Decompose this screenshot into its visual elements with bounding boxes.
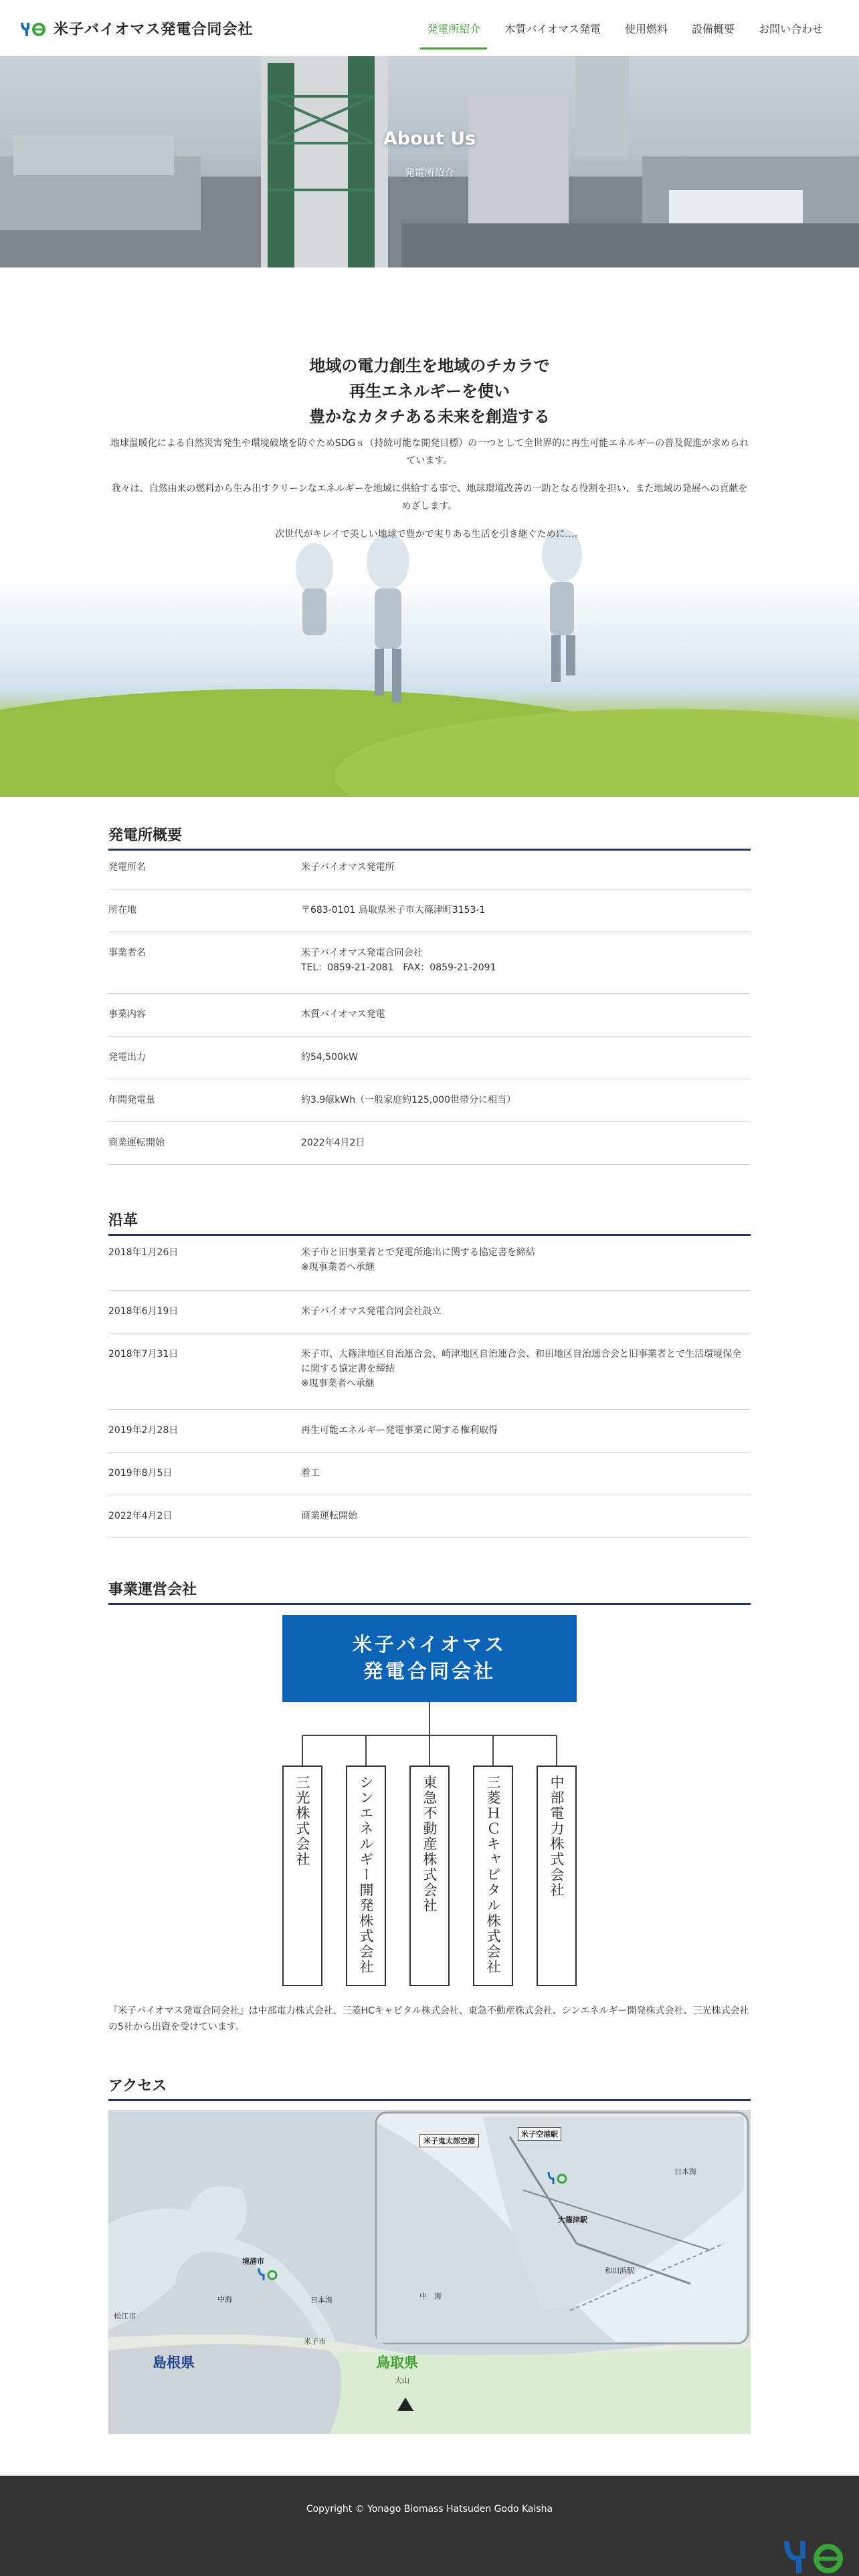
hero-subtitle: 発電所紹介 xyxy=(404,167,455,179)
map-label-sakaiminato: 境港市 xyxy=(242,2257,264,2266)
access-title: アクセス xyxy=(108,2074,751,2101)
row-value: 米子市と旧事業者とで発電所進出に関する協定書を締結 ※現事業者へ承継 xyxy=(301,1247,535,1273)
history-title: 沿革 xyxy=(108,1209,751,1236)
site-header xyxy=(0,0,859,56)
org-company-name: 東急不動産株式会社 xyxy=(421,1775,438,1913)
map-label-sea-main: 日本海 xyxy=(310,2296,332,2304)
nav-item-equipment[interactable]: 設備概要 xyxy=(691,22,735,35)
hero-title: About Us xyxy=(383,128,476,149)
row-label: 2019年2月28日 xyxy=(108,1425,179,1436)
row-label: 商業運転開始 xyxy=(108,1138,165,1148)
map-label-nakaumi-inset: 中 海 xyxy=(419,2292,442,2300)
overview-table xyxy=(108,855,751,1165)
org-company-name: 三光株式会社 xyxy=(294,1775,310,1867)
row-value: 米子市、大篠津地区自治連合会、崎津地区自治連合会、和田地区自治連合会と旧事業者とで生活環境保全に関する協定書を締結 ※現事業者へ承継 xyxy=(301,1349,741,1389)
logo-text: 米子バイオマス発電合同会社 xyxy=(54,21,254,38)
map-label-shimane: 島根県 xyxy=(153,2355,195,2371)
map-label-sea-north: 日本海 xyxy=(674,2167,696,2176)
map-label-airport-station: 米子空港駅 xyxy=(518,2127,561,2141)
table-row xyxy=(108,994,751,1037)
map-label-daisen: 大山 xyxy=(395,2376,409,2385)
row-value: 米子バイオマス発電合同会社 TEL：0859-21-2081 FAX：0859-21-2091 xyxy=(301,948,496,973)
table-row xyxy=(108,1122,751,1165)
map-label-yonago: 米子市 xyxy=(304,2337,326,2346)
row-label: 2018年6月19日 xyxy=(108,1306,179,1317)
logo-mark-icon xyxy=(20,19,47,37)
hero-plant-image xyxy=(0,56,859,267)
table-row xyxy=(108,855,751,889)
row-label: 2018年1月26日 xyxy=(108,1247,179,1258)
org-company-box xyxy=(473,1765,513,1986)
history-table xyxy=(108,1240,751,1538)
row-value: 約54,500kW xyxy=(301,1052,358,1063)
org-parent-box: 米子バイオマス 発電合同会社 xyxy=(282,1615,577,1702)
map-label-nakaumi: 中海 xyxy=(217,2295,232,2304)
map-label-airport: 米子鬼太郎空港 xyxy=(419,2134,479,2147)
org-company-name: 三菱ＨＣキャピタル株式会社 xyxy=(485,1775,501,1975)
table-row xyxy=(108,1240,751,1291)
operators-note: 『米子バイオマス発電合同会社』は中部電力株式会社、三菱HCキャピタル株式会社、東急不動産株式会社、シンエネルギー開発株式会社、三光株式会社の5社から出資を受けています。 xyxy=(108,2006,749,2032)
table-row xyxy=(108,1410,751,1453)
row-value: 商業運転開始 xyxy=(301,1511,357,1521)
row-value: 2022年4月2日 xyxy=(301,1138,365,1148)
table-row xyxy=(108,1495,751,1538)
row-value: 再生可能エネルギー発電事業に関する権利取得 xyxy=(301,1425,498,1436)
table-row xyxy=(108,932,751,994)
intro-section xyxy=(0,267,859,797)
row-value: 米子バイオマス発電所 xyxy=(301,862,395,873)
footer-copyright: Copyright © Yonago Biomass Hatsuden Godo Kaisha xyxy=(306,2504,553,2514)
nav-item-wood-biomass[interactable]: 木質バイオマス発電 xyxy=(504,22,601,35)
org-connector-lines xyxy=(0,1702,859,1769)
operators-title: 事業運営会社 xyxy=(108,1578,751,1605)
intro-heading: 地域の電力創生を地域のチカラで 再生エネルギーを使い 豊かなカタチある未来を創造する xyxy=(309,356,550,426)
table-row xyxy=(108,1079,751,1122)
table-row xyxy=(108,889,751,932)
map-label-tottori: 鳥取県 xyxy=(376,2355,418,2371)
intro-paragraph: 地球温暖化による自然災害発生や環境破壊を防ぐためSDGｓ（持続可能な開発目標）の一つとして全世界的に再生可能エネルギーの普及促進が求められています。 xyxy=(110,438,749,466)
org-company-box xyxy=(282,1765,322,1986)
row-label: 所在地 xyxy=(108,905,136,916)
intro-paragraph: 次世代がキレイで美しい地球で豊かで実りある生活を引き継ぐために…。 xyxy=(275,529,584,540)
overview-title: 発電所概要 xyxy=(108,824,751,851)
org-company-name: 中部電力株式会社 xyxy=(549,1775,565,1898)
row-value: 木質バイオマス発電 xyxy=(301,1009,385,1020)
map-label-oshinozu-station: 大篠津駅 xyxy=(558,2216,587,2224)
row-value: 着工 xyxy=(301,1468,320,1479)
table-row xyxy=(108,1037,751,1079)
row-value: 約3.9億kWh（一般家庭約125,000世帯分に相当） xyxy=(301,1095,516,1105)
org-company-box xyxy=(537,1765,577,1986)
row-value: 米子バイオマス発電合同会社設立 xyxy=(301,1306,442,1317)
site-logo[interactable] xyxy=(20,18,253,39)
row-value: 〒683-0101 鳥取県米子市大篠津町3153-1 xyxy=(301,905,486,916)
nav-item-contact[interactable]: お問い合わせ xyxy=(758,22,823,35)
site-footer xyxy=(0,2476,859,2576)
intro-paragraph: 我々は、自然由来の燃料から生み出すクリーンなエネルギーを地域に供給する事で、地球環境改善の一助となる役割を担い、また地域の発展への貢献をめざします。 xyxy=(111,484,748,512)
main-nav xyxy=(415,0,835,56)
row-label: 2022年4月2日 xyxy=(108,1511,173,1521)
row-label: 2019年8月5日 xyxy=(108,1468,173,1479)
table-row xyxy=(108,1333,751,1410)
row-label: 発電出力 xyxy=(108,1052,146,1063)
row-label: 2018年7月31日 xyxy=(108,1349,179,1360)
map-label-matsue: 松江市 xyxy=(114,2312,136,2321)
access-map-graphic xyxy=(108,2110,751,2434)
row-label: 発電所名 xyxy=(108,862,146,873)
table-row xyxy=(108,1291,751,1333)
table-row xyxy=(108,1453,751,1495)
nav-item-about[interactable]: 発電所紹介 xyxy=(415,0,492,56)
hero-banner xyxy=(0,56,859,267)
org-company-box xyxy=(409,1765,450,1986)
access-map xyxy=(108,2110,751,2434)
row-label: 事業者名 xyxy=(108,948,146,958)
org-company-box xyxy=(346,1765,386,1986)
row-label: 年間発電量 xyxy=(108,1095,155,1105)
footer-logo-icon xyxy=(781,2529,848,2576)
map-label-wadahama-station: 和田浜駅 xyxy=(605,2266,634,2275)
row-label: 事業内容 xyxy=(108,1009,146,1020)
nav-item-fuel[interactable]: 使用燃料 xyxy=(624,22,668,35)
org-company-name: シンエネルギー開発株式会社 xyxy=(358,1775,374,1975)
